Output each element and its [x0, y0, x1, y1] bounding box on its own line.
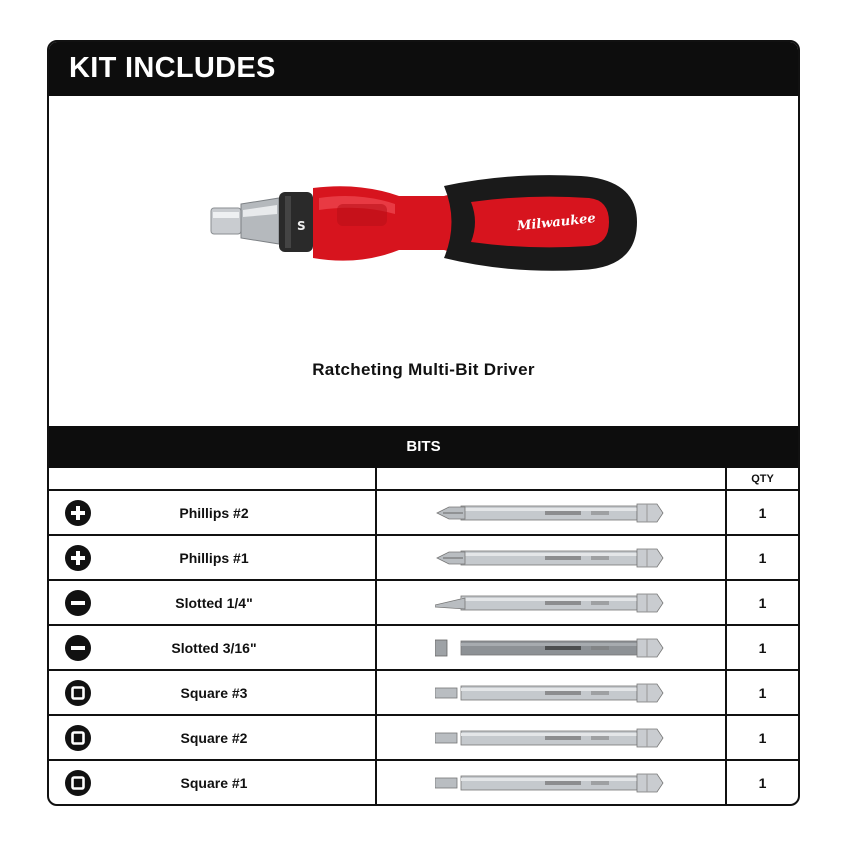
bit-name: Slotted 3/16" [171, 640, 257, 656]
svg-text:Milwaukee: Milwaukee [516, 211, 597, 235]
bit-name: Square #1 [180, 775, 248, 791]
bit-name: Phillips #1 [179, 550, 249, 566]
table-row [49, 716, 798, 761]
square-tip-icon [65, 770, 91, 796]
bit-qty: 1 [758, 775, 767, 791]
table-row [49, 536, 798, 581]
product-name: Ratcheting Multi-Bit Driver [312, 360, 535, 379]
kit-includes-title: KIT INCLUDES [69, 52, 276, 84]
bit-image [435, 772, 665, 794]
square-tip-icon [65, 725, 91, 751]
bits-bar [49, 426, 798, 468]
column-divider [375, 491, 377, 534]
bit-image [435, 592, 665, 614]
square-tip-icon [65, 680, 91, 706]
bit-name: Slotted 1/4" [175, 595, 253, 611]
screwdriver-image [209, 174, 639, 274]
column-divider [375, 468, 377, 489]
kit-card [47, 40, 800, 806]
table-row [49, 626, 798, 671]
bits-rows [49, 491, 798, 805]
column-divider [375, 581, 377, 624]
column-divider [375, 671, 377, 714]
phillips-tip-icon [65, 545, 91, 571]
bits-table [49, 468, 798, 805]
table-row [49, 581, 798, 626]
bits-title: BITS [406, 438, 441, 455]
bit-name: Square #2 [180, 730, 248, 746]
phillips-tip-icon [65, 500, 91, 526]
bit-qty: 1 [758, 685, 767, 701]
bit-image [435, 682, 665, 704]
slotted-tip-icon [65, 635, 91, 661]
bit-qty: 1 [758, 640, 767, 656]
bit-name: Square #3 [180, 685, 248, 701]
header-bar [49, 42, 798, 96]
column-divider [375, 761, 377, 805]
table-row [49, 761, 798, 805]
bit-image [435, 727, 665, 749]
table-header [49, 468, 798, 491]
table-row [49, 491, 798, 536]
bit-image [435, 502, 665, 524]
bit-qty: 1 [758, 505, 767, 521]
column-divider [375, 536, 377, 579]
column-divider [375, 626, 377, 669]
qty-header: QTY [751, 473, 774, 485]
bit-qty: 1 [758, 595, 767, 611]
bit-qty: 1 [758, 550, 767, 566]
bit-qty: 1 [758, 730, 767, 746]
bit-image [435, 547, 665, 569]
table-row [49, 671, 798, 716]
product-area [49, 96, 798, 426]
slotted-tip-icon [65, 590, 91, 616]
bit-image [435, 637, 665, 659]
svg-text:S: S [297, 219, 306, 233]
column-divider [375, 716, 377, 759]
bit-name: Phillips #2 [179, 505, 249, 521]
